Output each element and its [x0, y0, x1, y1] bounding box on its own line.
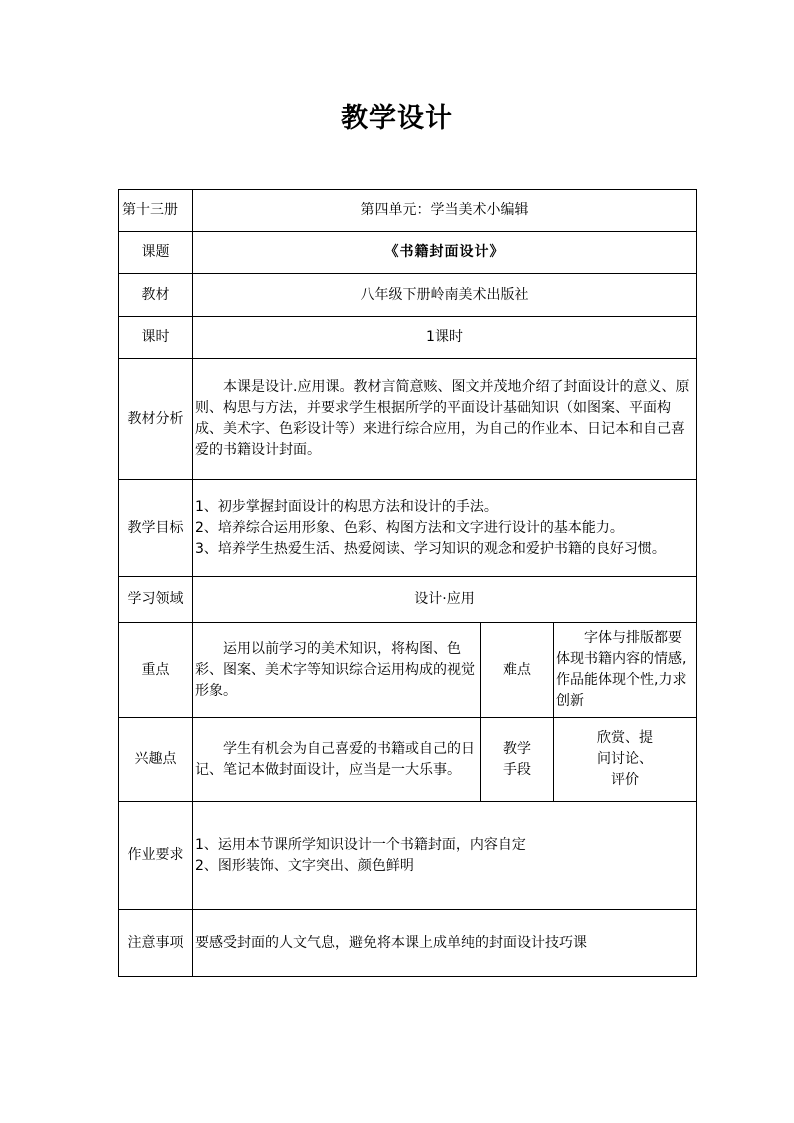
- topic-value: 《书籍封面设计》: [193, 232, 697, 274]
- volume-label: 第十三册: [119, 190, 193, 232]
- homework-item: 1、运用本节课所学知识设计一个书籍封面，内容自定: [195, 836, 526, 853]
- hours-value: 1课时: [193, 317, 697, 359]
- domain-value: 设计·应用: [193, 577, 697, 623]
- interest-label: 兴趣点: [119, 718, 193, 802]
- textbook-value: 八年级下册岭南美术出版社: [193, 274, 697, 317]
- difficulty-label: 难点: [481, 623, 554, 718]
- row-hours: [119, 317, 697, 359]
- key-text: 运用以前学习的美术知识，将构图、色彩、图案、美术字等知识综合运用构成的视觉形象。: [195, 640, 475, 699]
- key-label: 重点: [119, 623, 193, 718]
- topic-label: 课题: [119, 232, 193, 274]
- interest-text: 学生有机会为自己喜爱的书籍或自己的日记、笔记本做封面设计，应当是一大乐事。: [195, 740, 475, 778]
- goal-item: 3、培养学生热爱生活、热爱阅读、学习知识的观念和爱护书籍的良好习惯。: [195, 540, 666, 557]
- goal-item: 2、培养综合运用形象、色彩、构图方法和文字进行设计的基本能力。: [195, 519, 624, 536]
- row-topic: [119, 232, 697, 274]
- homework-list: [193, 802, 697, 910]
- analysis-text: 本课是设计.应用课。教材言简意赅、图文并茂地介绍了封面设计的意义、原则、构思与方法，并要求学生根据所学的平面设计基础知识（如图案、平面构成、美术字、色彩设计等）来进行综合应用，为自己的作业本、日记本和自己喜爱的书籍设计封面。: [195, 379, 690, 458]
- volume-value: 第四单元：学当美术小编辑: [193, 190, 697, 232]
- row-homework: [119, 802, 697, 910]
- domain-label: 学习领域: [119, 577, 193, 623]
- notes-value: 要感受封面的人文气息，避免将本课上成单纯的封面设计技巧课: [193, 910, 697, 977]
- row-domain: [119, 577, 697, 623]
- means-text: 欣赏、提问讨论、评价: [597, 730, 653, 788]
- row-volume: [119, 190, 697, 232]
- row-textbook: [119, 274, 697, 317]
- notes-label: 注意事项: [119, 910, 193, 977]
- means-label: 教学手段: [503, 740, 531, 778]
- row-goals: [119, 480, 697, 577]
- row-key: [119, 623, 697, 718]
- row-notes: [119, 910, 697, 977]
- row-interest: [119, 718, 697, 802]
- difficulty-text: 字体与排版都要体现书籍内容的情感,作品能体现个性,力求创新: [556, 630, 687, 709]
- textbook-label: 教材: [119, 274, 193, 317]
- lesson-plan-table: [118, 189, 697, 977]
- analysis-label: 教材分析: [119, 359, 193, 480]
- page-title: 教学设计: [341, 103, 453, 134]
- goals-label: 教学目标: [119, 480, 193, 577]
- hours-label: 课时: [119, 317, 193, 359]
- goals-list: [193, 480, 697, 577]
- row-analysis: [119, 359, 697, 480]
- homework-label: 作业要求: [119, 802, 193, 910]
- homework-item: 2、图形装饰、文字突出、颜色鲜明: [195, 857, 414, 874]
- goal-item: 1、初步掌握封面设计的构思方法和设计的手法。: [195, 498, 498, 515]
